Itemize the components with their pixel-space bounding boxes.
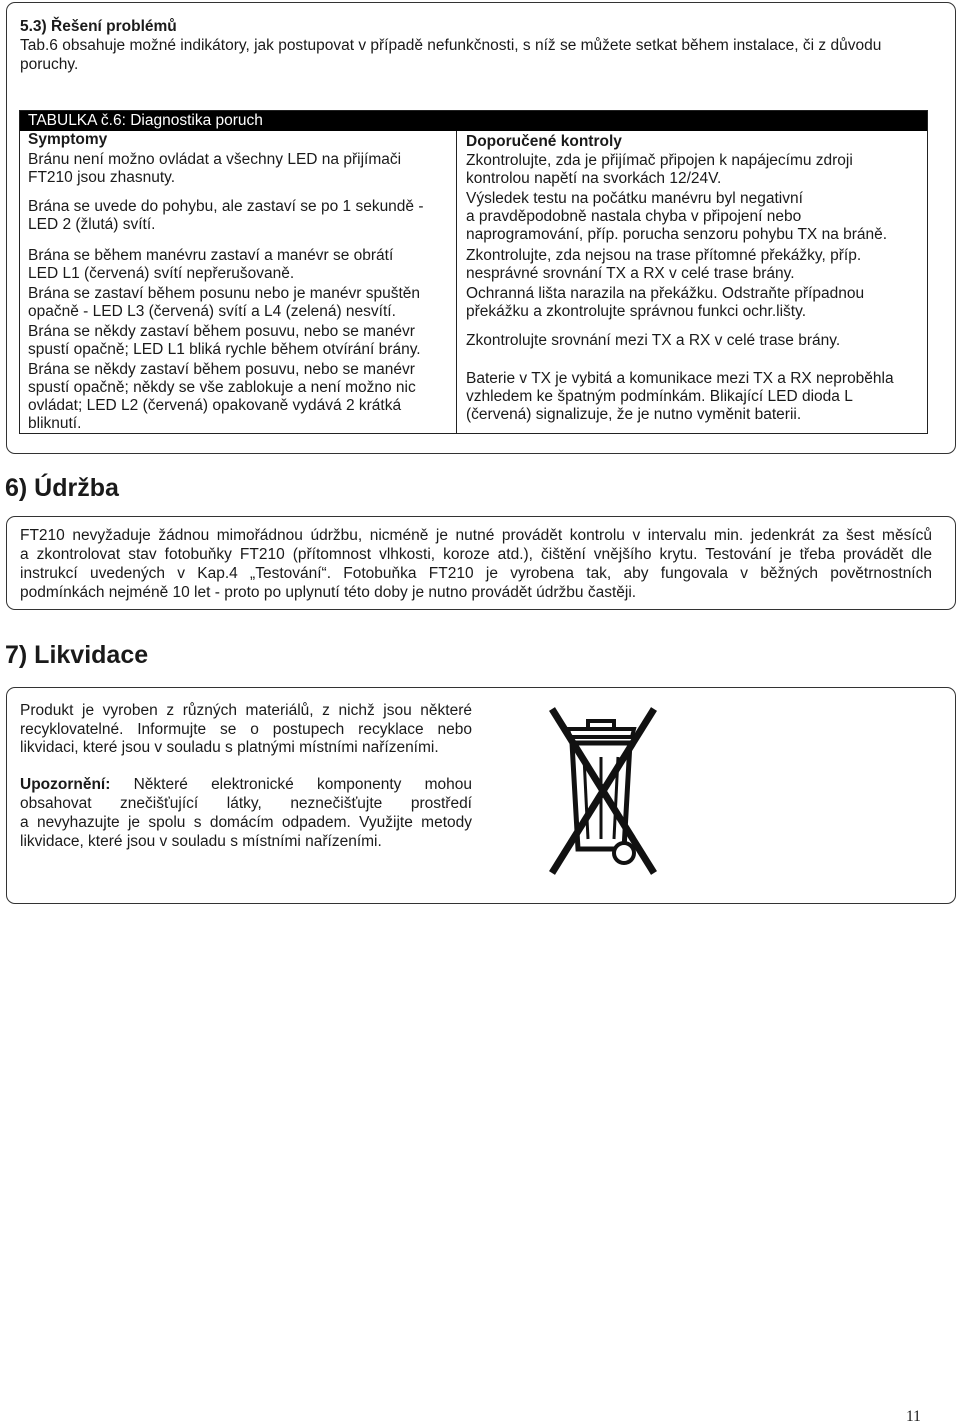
maintenance-line-3: instrukcí uvedených v Kap.4 „Testování“. Fotobuňka FT210 je vyrobena tak, aby fungovala v běžných povětrnostních — [20, 565, 932, 582]
text-line: Brána se někdy zastaví během posuvu, nebo se manévr — [28, 323, 415, 340]
warning-line-2: obsahovat znečišťující látky, neznečišťujte prostředí — [20, 795, 472, 812]
column-header-checks: Doporučené kontroly — [466, 133, 622, 150]
section-title-troubleshooting: 5.3) Řešení problémů — [20, 18, 177, 35]
disposal-line-3: likvidaci, které jsou v souladu s platnými místními nařízeními. — [20, 739, 439, 756]
text-line: bliknutí. — [28, 415, 82, 432]
text-line: (červená) signalizuje, že je nutno vyměnit baterii. — [466, 406, 802, 423]
text-line: ovládat; LED L2 (červená) opakovaně vydává 2 krátká — [28, 397, 402, 414]
troubleshooting-intro: Tab.6 obsahuje možné indikátory, jak postupovat v případě nefunkčnosti, s níž se můžete setkat během instalace, či z důvodu poruchy. — [20, 37, 882, 73]
table-row-4-check — [466, 285, 921, 321]
text-line: Zkontrolujte, zda nejsou na trase přítomné překážky, příp. — [466, 247, 862, 264]
table-row-5-symptom — [28, 323, 453, 359]
text-line: spustí opačně; LED L1 bliká rychle během otvírání brány. — [28, 341, 421, 358]
heading-disposal: 7) Likvidace — [5, 641, 149, 669]
text-line: vzhledem ke špatným podmínkám. Blikající LED dioda L — [466, 388, 853, 405]
text-line: spustí opačně; někdy se vše zablokuje a není možno nic — [28, 379, 416, 396]
text-line: Zkontrolujte, zda je přijímač připojen k napájecímu zdroji — [466, 152, 853, 169]
column-header-symptoms: Symptomy — [28, 131, 108, 148]
warning-line-3: a nevyhazujte je spolu s domácím odpadem. Využijte metody — [20, 814, 472, 831]
text-line: Zkontrolujte srovnání mezi TX a RX v celé trase brány. — [466, 332, 841, 349]
text-line: Bránu není možno ovládat a všechny LED na přijímači — [28, 151, 402, 168]
warning-label: Upozornění: — [20, 776, 111, 793]
table-row-3-symptom — [28, 247, 453, 283]
disposal-line-2: recyklovatelné. Informujte se o postupech recyklace nebo — [20, 721, 472, 738]
text-line: LED L1 (červená) svítí nepřerušovaně. — [28, 265, 295, 282]
heading-maintenance: 6) Údržba — [5, 474, 119, 502]
table-row-6-symptom — [28, 361, 453, 433]
page-number: 11 — [906, 1408, 921, 1425]
disposal-line-1: Produkt je vyroben z různých materiálů, z nichž jsou některé — [20, 702, 472, 719]
warning-line-4: likvidace, které jsou v souladu s místními nařízeními. — [20, 833, 382, 850]
table-row-1-symptom — [28, 151, 453, 187]
warning-text: Některé elektronické komponenty mohou — [110, 776, 472, 793]
table-row-3-check — [466, 247, 921, 283]
table-caption: TABULKA č.6: Diagnostika poruch — [28, 112, 263, 129]
maintenance-line-4: podmínkách nejméně 10 let - proto po uplynutí této doby je nutno provádět údržbu častěji. — [20, 584, 637, 601]
table-row-4-symptom — [28, 285, 453, 321]
diagnostics-table — [19, 110, 928, 434]
text-line: Brána se zastaví během posunu nebo je manévr spuštěn — [28, 285, 421, 302]
warning-line-1 — [20, 775, 472, 794]
text-line: opačně - LED L3 (červená) svítí a L4 (zelená) nesvítí. — [28, 303, 396, 320]
table-row-5-check — [466, 332, 921, 350]
column-divider — [456, 131, 457, 434]
text-line: Brána se uvede do pohybu, ale zastaví se po 1 sekundě - — [28, 198, 424, 215]
text-line: a pravděpodobně nastala chyba v připojení nebo — [466, 208, 802, 225]
maintenance-line-1: FT210 nevyžaduje žádnou mimořádnou údržbu, nicméně je nutné provádět kontrolu v intervalu min. jedenkrát za šest měsíců — [20, 527, 932, 544]
text-line: FT210 jsou zhasnuty. — [28, 169, 176, 186]
table-row-6-check — [466, 370, 921, 424]
text-line: naprogramování, příp. porucha senzoru pohybu TX na bráně. — [466, 226, 888, 243]
text-line: nesprávné srovnání TX a RX v celé trase brány. — [466, 265, 795, 282]
crossed-out-wheelie-bin-icon — [540, 701, 670, 891]
text-line: překážku a zkontrolujte správnou funkci ochr.lišty. — [466, 303, 807, 320]
text-line: Ochranná lišta narazila na překážku. Odstraňte případnou — [466, 285, 865, 302]
table-row-2-symptom — [28, 198, 453, 234]
text-line: Brána se někdy zastaví během posuvu, nebo se manévr — [28, 361, 415, 378]
text-line: LED 2 (žlutá) svítí. — [28, 216, 156, 233]
text-line: Brána se během manévru zastaví a manévr se obrátí — [28, 247, 394, 264]
text-line: Výsledek testu na počátku manévru byl negativní — [466, 190, 803, 207]
text-line: Baterie v TX je vybitá a komunikace mezi TX a RX neproběhla — [466, 370, 894, 387]
table-caption-bar — [20, 111, 927, 131]
maintenance-line-2: a zkontrolovat stav fotobuňky FT210 (přítomnost vlhkosti, koroze atd.), čištění vnějšího krytu. Testování je třeba provádět dle — [20, 546, 932, 563]
table-row-1-check — [466, 152, 921, 188]
table-row-2-check — [466, 190, 921, 244]
text-line: kontrolou napětí na svorkách 12/24V. — [466, 170, 722, 187]
